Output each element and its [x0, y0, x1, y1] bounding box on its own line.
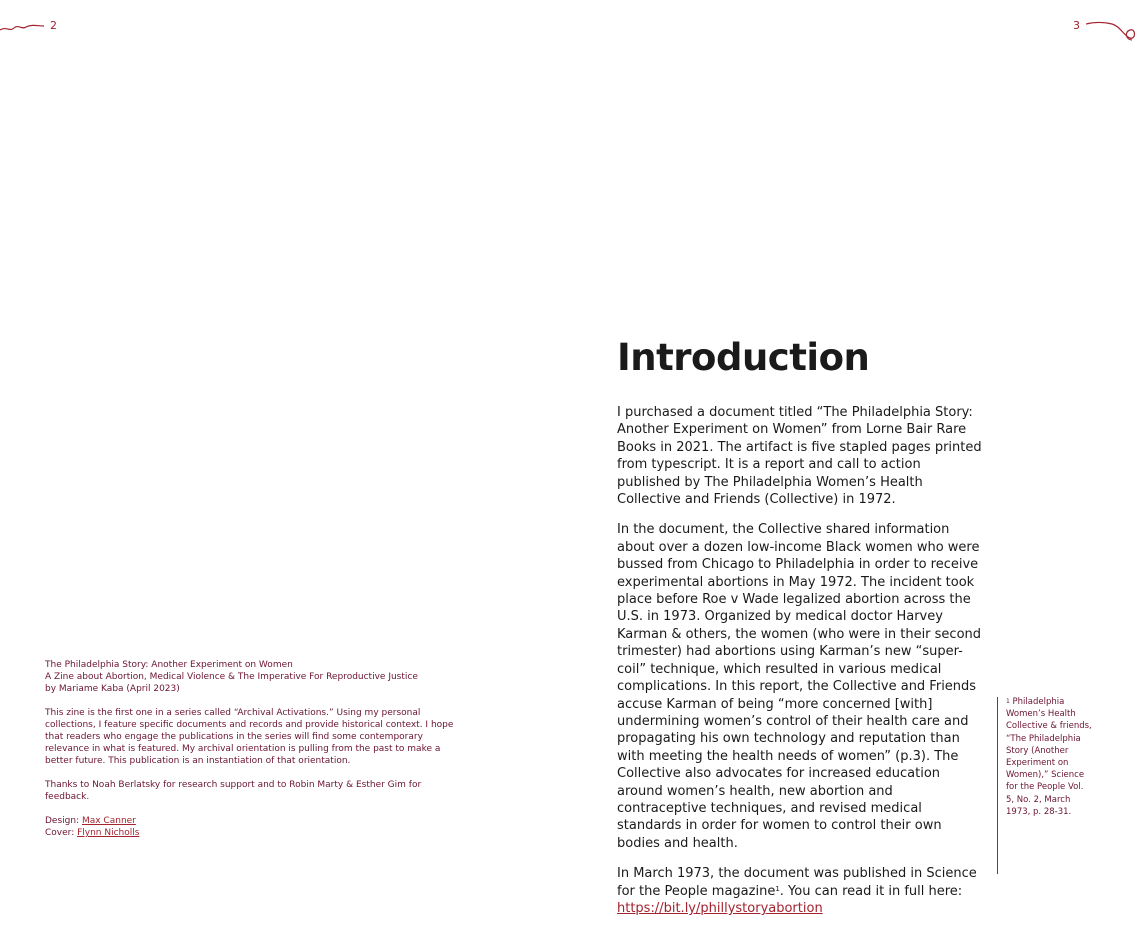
paragraph-3-start: In March 1973, the document was published in Science for the People magazine: [617, 866, 977, 899]
decorative-squiggle-left: [0, 18, 50, 38]
zine-title: The Philadelphia Story: Another Experiment on Women: [45, 660, 293, 670]
footnote-reference: 1: [775, 884, 780, 893]
colophon-title-block: [45, 659, 465, 695]
cover-credit: [45, 827, 465, 839]
footnote-text: Philadelphia Women’s Health Collective & friends, “The Philadelphia Story (Another Experiment on Women),” Science for the People Vol. 5, No. 2, March 1973, p. 28-31.: [1006, 697, 1092, 817]
footnote: [1006, 696, 1092, 818]
cover-name-link[interactable]: Flynn Nicholls: [77, 828, 140, 838]
intro-paragraph-3: [617, 865, 983, 917]
colophon-about: This zine is the first one in a series called “Archival Activations.” Using my personal collections, I feature specific documents and records and provide historical context. I hope that readers who engage the publications in the series will find some contemporary relevance in what is featured. My archival orientation is pulling from the past to make a better future. This publication is an instantiation of that orientation.: [45, 708, 454, 766]
colophon: [45, 659, 465, 851]
cover-label: Cover:: [45, 828, 78, 838]
introduction-body: [617, 404, 983, 930]
paragraph-3-end: . You can read it in full here:: [779, 883, 963, 899]
page-number-right: 3: [1073, 19, 1080, 32]
design-label: Design:: [45, 816, 82, 826]
zine-author-date: by Mariame Kaba (April 2023): [45, 684, 180, 694]
intro-paragraph-2: In the document, the Collective shared information about over a dozen low-income Black women who were bussed from Chicago to Philadelphia in order to receive experimental abortions in May 1972. The incident took place before Roe v Wade legalized abortion across the U.S. in 1973. Organized by medical doctor Harvey Karman & others, the women (who were in their second trimester) had abortions using Karman’s new “super-coil” technique, which resulted in various medical complications. In this report, the Collective and Friends accuse Karman of being “more concerned [with] undermining women’s control of their health care and propagating his own technology and reputation than with meeting the health needs of women” (p.3). The Collective also advocates for increased education around women’s health, new abortion and contraceptive techniques, and revised medical standards in order for women to control their own bodies and health.: [617, 522, 982, 851]
zine-subtitle: A Zine about Abortion, Medical Violence & The Imperative For Reproductive Justice: [45, 672, 418, 682]
page-number-left: 2: [50, 19, 57, 32]
footnote-divider: [997, 697, 998, 874]
colophon-thanks: Thanks to Noah Berlatsky for research support and to Robin Marty & Esther Gim for feedback.: [45, 780, 422, 802]
decorative-squiggle-right: [1086, 18, 1136, 44]
document-link[interactable]: https://bit.ly/​phillystoryabortion: [617, 900, 823, 916]
footnote-marker: 1: [1006, 698, 1010, 705]
page-title: Introduction: [617, 336, 870, 379]
colophon-credits: [45, 815, 465, 839]
intro-paragraph-1: I purchased a document titled “The Philadelphia Story: Another Experiment on Women” from Lorne Bair Rare Books in 2021. The artifact is five stapled pages printed from typescript. It is a report and call to action published by The Philadelphia Women’s Health Collective and Friends (Collective) in 1972.: [617, 405, 982, 508]
design-name-link[interactable]: Max Canner: [81, 816, 136, 826]
design-credit: [45, 815, 465, 827]
